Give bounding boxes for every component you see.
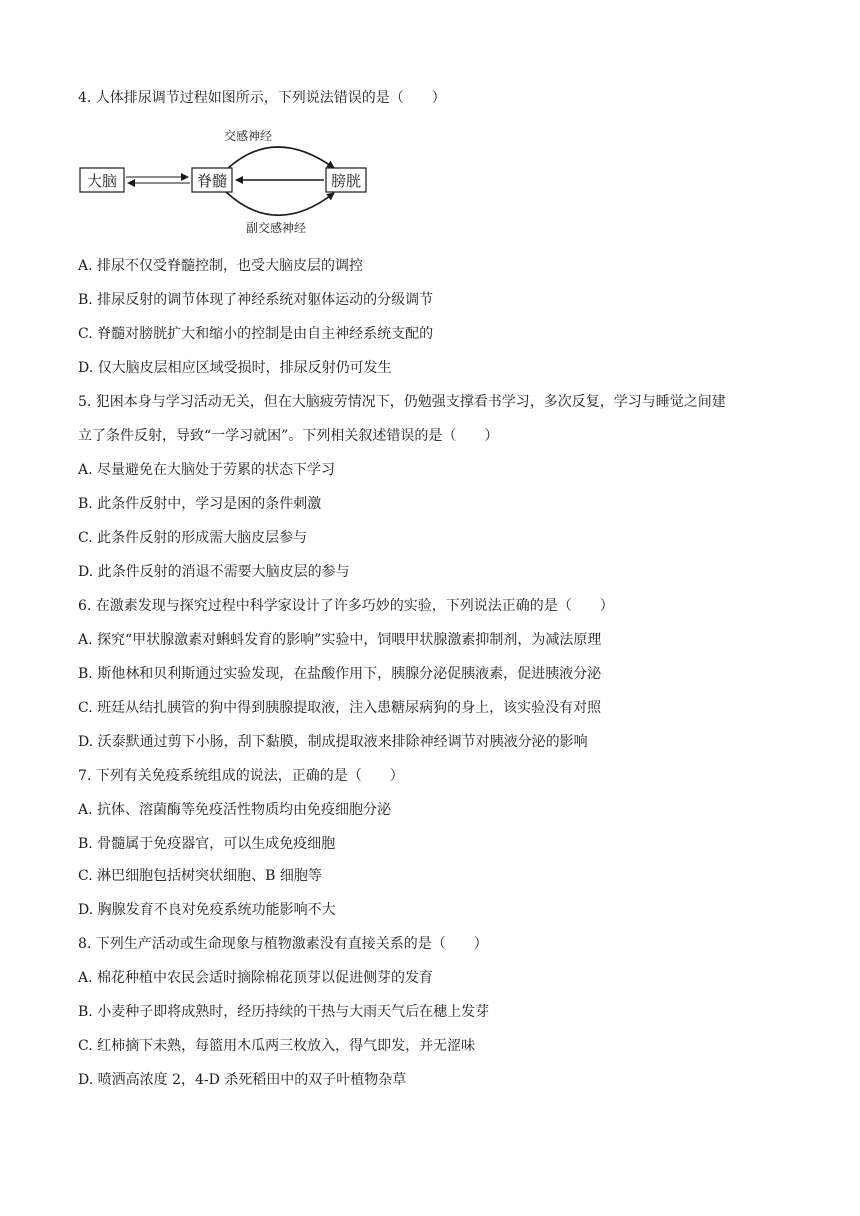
q6-stem: 6. 在激素发现与探究过程中科学家设计了许多巧妙的实验，下列说法正确的是（ ） bbox=[78, 598, 614, 614]
q4-option-d: D. 仅大脑皮层相应区域受损时，排尿反射仍可发生 bbox=[78, 360, 392, 376]
parasympathetic-nerve-label: 副交感神经 bbox=[245, 221, 307, 235]
q4-option-b: B. 排尿反射的调节体现了神经系统对躯体运动的分级调节 bbox=[78, 292, 434, 308]
q8-option-b: B. 小麦种子即将成熟时，经历持续的干热与大雨天气后在穗上发芽 bbox=[78, 1004, 490, 1020]
sympathetic-nerve-label: 交感神经 bbox=[223, 129, 273, 143]
q4-option-a: A. 排尿不仅受脊髓控制，也受大脑皮层的调控 bbox=[78, 258, 364, 274]
q7-option-d: D. 胸腺发育不良对免疫系统功能影响不大 bbox=[78, 902, 336, 918]
q5-stem-line2: 立了条件反射，导致“一学习就困”。下列相关叙述错误的是（ ） bbox=[78, 428, 499, 444]
spinal-cord-label: 脊髓 bbox=[196, 172, 228, 190]
q7-option-b: B. 骨髓属于免疫器官，可以生成免疫细胞 bbox=[78, 836, 336, 852]
q4-option-c: C. 脊髓对膀胱扩大和缩小的控制是由自主神经系统支配的 bbox=[78, 326, 434, 342]
q6-option-c: C. 班廷从结扎胰管的狗中得到胰腺提取液，注入患糖尿病狗的身上，该实验没有对照 bbox=[78, 700, 602, 716]
q5-option-b: B. 此条件反射中，学习是困的条件刺激 bbox=[78, 496, 322, 512]
q4-stem: 4. 人体排尿调节过程如图所示，下列说法错误的是（ ） bbox=[78, 90, 446, 106]
q8-stem: 8. 下列生产活动或生命现象与植物激素没有直接关系的是（ ） bbox=[78, 936, 488, 952]
brain-label: 大脑 bbox=[86, 172, 118, 190]
q6-option-d: D. 沃泰默通过剪下小肠，刮下黏膜，制成提取液来排除神经调节对胰液分泌的影响 bbox=[78, 734, 588, 750]
q7-option-c: C. 淋巴细胞包括树突状细胞、B 细胞等 bbox=[78, 868, 322, 884]
q8-option-a: A. 棉花种植中农民会适时摘除棉花顶芽以促进侧芽的发育 bbox=[78, 970, 434, 986]
bladder-label: 膀胱 bbox=[330, 172, 362, 190]
q6-option-a: A. 探究“甲状腺激素对蝌蚪发育的影响”实验中，饲喂甲状腺激素抑制剂，为减法原理 bbox=[78, 632, 602, 648]
q5-option-a: A. 尽量避免在大脑处于劳累的状态下学习 bbox=[78, 462, 336, 478]
sympathetic-arrow bbox=[226, 147, 334, 170]
q8-option-d: D. 喷洒高浓度 2，4-D 杀死稻田中的双子叶植物杂草 bbox=[78, 1072, 407, 1088]
q6-option-b: B. 斯他林和贝利斯通过实验发现，在盐酸作用下，胰腺分泌促胰液素，促进胰液分泌 bbox=[78, 666, 602, 682]
urination-regulation-diagram bbox=[76, 120, 376, 242]
q8-option-c: C. 红柿摘下未熟，每篮用木瓜两三枚放入，得气即发，并无涩味 bbox=[78, 1038, 476, 1054]
q5-stem-line1: 5. 犯困本身与学习活动无关，但在大脑疲劳情况下，仍勉强支撑看书学习，多次反复，学习与睡觉之间建 bbox=[78, 394, 726, 410]
q7-option-a: A. 抗体、溶菌酶等免疫活性物质均由免疫细胞分泌 bbox=[78, 802, 392, 818]
q7-stem: 7. 下列有关免疫系统组成的说法，正确的是（ ） bbox=[78, 768, 404, 784]
q5-option-c: C. 此条件反射的形成需大脑皮层参与 bbox=[78, 530, 308, 546]
q5-option-d: D. 此条件反射的消退不需要大脑皮层的参与 bbox=[78, 564, 350, 580]
parasympathetic-arrow bbox=[226, 192, 334, 215]
